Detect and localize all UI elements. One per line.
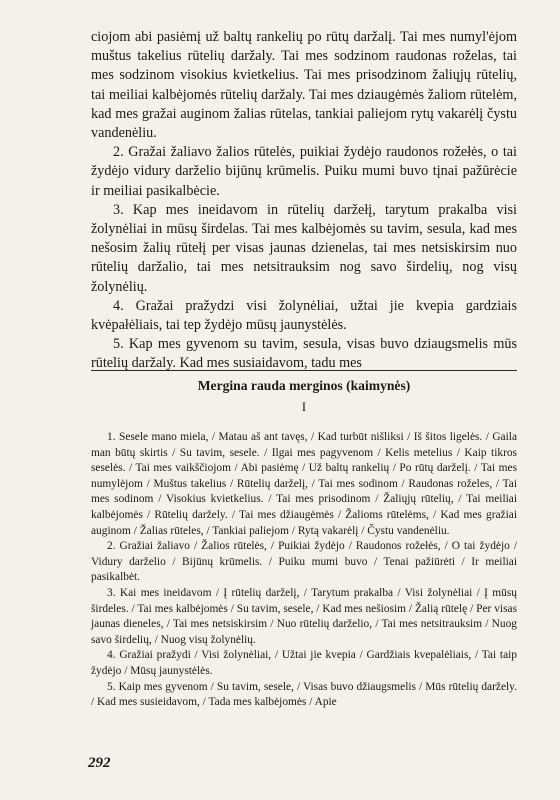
upper-paragraph-3: 3. Kap mes ineidavom in rūtelių daržełį, tarytum prakalba visi žolynėliai in mūsų širdelas. Tai mes kalbėjomės su tavim, sesula, kad mes nešosim žalių rūtełį per visas jaunas dzienelas, tai mes netsiskirsim nuo rūtelių daržalio, tai mes netsitrauksim nog savo širdelių, nog visų žolynėlių. [91, 201, 517, 295]
lower-paragraph-4: 4. Gražiai pražydi / Visi žolynėliai, / Užtai jie kvepia / Gardžiais kvepalėliais, / Tai taip žydėjo / Mūsų jaunystėlės. [91, 649, 517, 677]
section-divider [91, 370, 517, 371]
lower-paragraph-1: 1. Sesele mano miela, / Matau aš ant tavęs, / Kad turbūt nišliksi / Iš šitos ligelės. / Gaila man būtų skirtis / Su tavim, sesele. / Ilgai mes pagyvenom / Kelis metelius / Kaip tikros seselės. / Tai mes vaikščiojom / Abi pasiėmę / Už baltų rankelių / Po rūtų darželį. / Tai mes numylėjom / Muštus takelius / Rūtelių darželį, / Tai mes sodinom / Raudonas roželes, / Tai mes sodinom / Visokius kvietkelius. / Tai mes prisodinom / Žaliųjų rūtelių, / Tai meiliai kalbėjomės / Rūtelių daržely. / Tai mes džiaugėmės / Žalioms rūtelėms, / Kad mes gražiai auginom / Žalias rūteles, / Tankiai paliejom / Rytą vakarėlį / Čystu vandenėliu. [91, 431, 517, 537]
lower-paragraph-2: 2. Gražiai žaliavo / Žalios rūtelės, / Puikiai žydėjo / Raudonos rožełės, / O tai žydėjo / Vidury darželio / Bijūnų krūmelis. / Puiku mumi buvo / Tenai pažiūrėti / Ir meiliai pasikalbėt. [91, 540, 517, 584]
lower-paragraph-3: 3. Kai mes ineidavom / Į rūtelių darželį, / Tarytum prakalba / Visi žolynėliai / Į mūsų širdeles. / Tai mes kalbėjomės / Su tavim, sesele, / Kad mes nešiosim / Žalią rūtelę / Per visas jaunas dieneles, / Tai mes netsiskirsim / Nuo rūtelių darželio, / Tai mes netsitrauksim / Nuog savo širdelių, / Nuog visų žolynėlių. [91, 586, 517, 646]
upper-paragraph-5: 5. Kap mes gyvenom su tavim, sesula, visas buvo dziaugsmelis mūs rūtelių daržaly. Kad mes susiaidavom, tadu mes [91, 336, 517, 372]
upper-paragraph-4: 4. Gražai pražydzi visi žolynėliai, užtai jie kvepia gardziais kvėpałėliais, tai tep žydėjo mūsų jaunystėlės. [91, 297, 517, 334]
upper-text-block [91, 28, 517, 374]
upper-paragraph-2: 2. Gražai žaliavo žalios rūtelės, puikiai žydėjo raudonos rožełės, o tai žydėjo vidury darželio bijūnų krūmelis. Puiku mumi buvo tįnai pažūrėcie ir meiliai pasikalbėcie. [91, 144, 517, 199]
lower-text-block [91, 430, 517, 711]
section-number: I [301, 400, 307, 414]
lower-paragraph-5: 5. Kaip mes gyvenom / Su tavim, sesele, / Visas buvo džiaugsmelis / Mūs rūtelių daržely. / Kad mes susieidavom, / Tada mes kalbėjomės / Apie [91, 680, 517, 709]
page-number: 292 [88, 755, 111, 771]
section-heading: Mergina rauda merginos (kaimynės) [197, 378, 411, 393]
upper-paragraph-1: ciojom abi pasiėmį už baltų rankelių po rūtų daržalį. Tai mes numyl'ėjom muštus takelius rūtelių daržaly. Tai mes sodzinom raudonas roželas, tai mes sodzinom visokius kvietkelius. Tai mes prisodzinom žaliųjų rūtelių, tai meiliai kalbėjomės rūtelių daržaly. Tai mes dziaugėmės žaliom rūtelėm, kad mes gražai auginom žalias rūtelas, tankiai paliejom rytų vakarėlį čystu vandenėliu. [91, 29, 517, 142]
